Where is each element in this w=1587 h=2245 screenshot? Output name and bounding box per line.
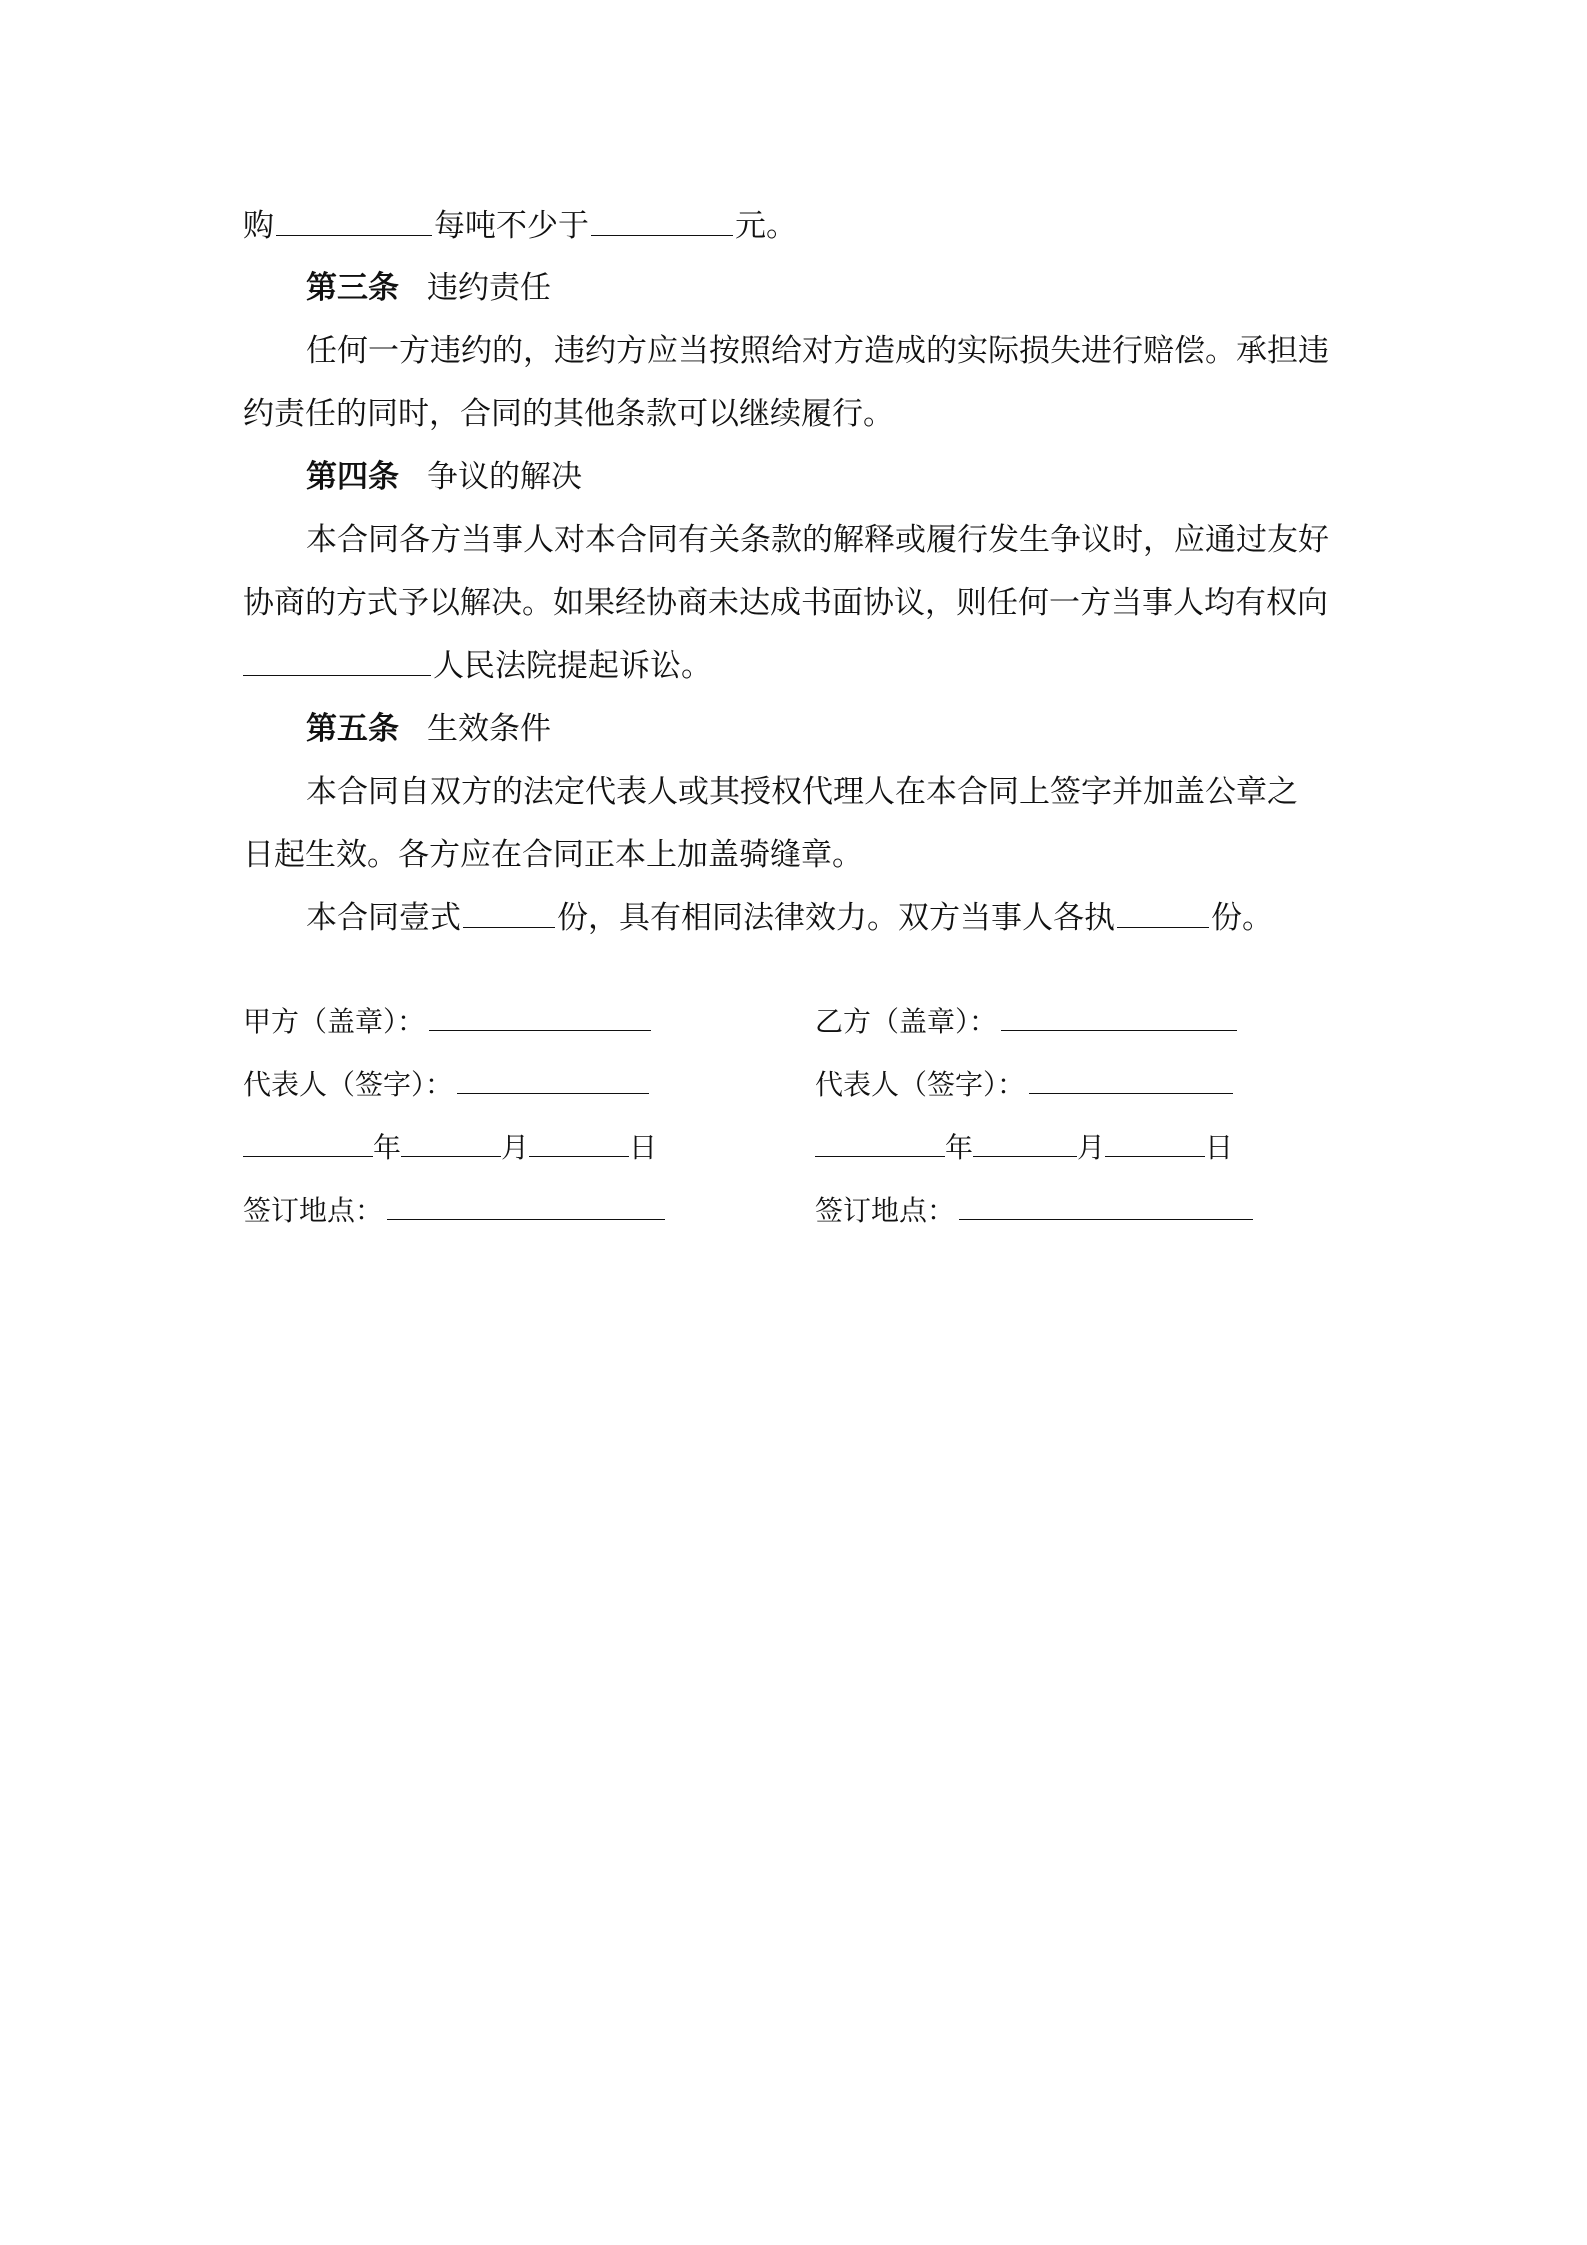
clause3-number: 第三条 <box>306 270 399 306</box>
party-a-seal-label: 甲方（盖章）： <box>243 1005 426 1038</box>
clause4-para-line1: 本合同各方当事人对本合同有关条款的解释或履行发生争议时，应通过友好 <box>306 522 1329 558</box>
clause2-suffix: 元。 <box>735 208 797 244</box>
party-b-date-row <box>815 1128 1233 1168</box>
clause3-title: 违约责任 <box>427 270 551 306</box>
party-b-year-label: 年 <box>945 1131 974 1164</box>
clause2-prefix: 购 <box>243 208 274 244</box>
party-b-place-row <box>815 1191 1253 1231</box>
copies-prefix: 本合同壹式 <box>306 900 461 936</box>
clause5-para-line2: 日起生效。各方应在合同正本上加盖骑缝章。 <box>243 837 863 873</box>
clause4-title: 争议的解决 <box>427 459 582 495</box>
clause5-number: 第五条 <box>306 711 399 747</box>
party-b-place-line <box>959 1191 1253 1220</box>
party-b-rep-row <box>815 1065 1233 1105</box>
party-b-seal-row <box>815 1002 1237 1042</box>
party-b-seal-label: 乙方（盖章）： <box>815 1005 998 1038</box>
party-a-year-blank <box>243 1128 373 1157</box>
clause5-copies-line <box>306 896 1416 940</box>
clause3-para-line1: 任何一方违约的，违约方应当按照给对方造成的实际损失进行赔偿。承担违 <box>306 333 1329 369</box>
court-blank <box>243 645 431 676</box>
party-a-day-blank <box>529 1128 629 1157</box>
party-a-place-label: 签订地点： <box>243 1194 384 1227</box>
copies-suffix: 份。 <box>1211 900 1273 936</box>
party-a-seal-row <box>243 1002 651 1042</box>
party-a-place-line <box>387 1191 665 1220</box>
party-a-rep-row <box>243 1065 649 1105</box>
party-b-day-blank <box>1105 1128 1205 1157</box>
copies-each-blank <box>1117 897 1209 928</box>
price-blank-1 <box>276 205 432 236</box>
party-a-day-label: 日 <box>629 1131 658 1164</box>
party-a-date-row <box>243 1128 657 1168</box>
copies-middle: 份，具有相同法律效力。双方当事人各执 <box>557 900 1115 936</box>
clause2-middle: 每吨不少于 <box>434 208 589 244</box>
clause4-para-line3-suffix: 人民法院提起诉讼。 <box>433 648 712 684</box>
party-a-rep-line <box>457 1065 649 1094</box>
party-a-year-label: 年 <box>373 1131 402 1164</box>
party-a-month-label: 月 <box>501 1131 530 1164</box>
party-a-rep-label: 代表人（签字）： <box>243 1068 454 1101</box>
party-a-place-row <box>243 1191 665 1231</box>
party-b-month-blank <box>973 1128 1077 1157</box>
party-a-seal-line <box>429 1002 651 1031</box>
clause4-heading <box>306 455 1416 499</box>
copies-total-blank <box>463 897 555 928</box>
party-b-place-label: 签订地点： <box>815 1194 956 1227</box>
party-b-rep-label: 代表人（签字）： <box>815 1068 1026 1101</box>
clause3-para-line2: 约责任的同时，合同的其他条款可以继续履行。 <box>243 396 894 432</box>
clause5-title: 生效条件 <box>427 711 551 747</box>
clause5-para-line1: 本合同自双方的法定代表人或其授权代理人在本合同上签字并加盖公章之 <box>306 774 1298 810</box>
clause2-tail-line <box>243 204 1353 248</box>
clause4-para-line3 <box>243 644 1353 688</box>
clause5-heading <box>306 707 1416 751</box>
party-b-seal-line <box>1001 1002 1237 1031</box>
party-b-year-blank <box>815 1128 945 1157</box>
price-blank-2 <box>591 205 733 236</box>
party-b-day-label: 日 <box>1205 1131 1234 1164</box>
clause4-para-line2: 协商的方式予以解决。如果经协商未达成书面协议，则任何一方当事人均有权向 <box>243 585 1328 621</box>
party-b-month-label: 月 <box>1077 1131 1106 1164</box>
party-b-rep-line <box>1029 1065 1233 1094</box>
clause4-number: 第四条 <box>306 459 399 495</box>
party-a-month-blank <box>401 1128 501 1157</box>
clause3-heading <box>306 266 1416 310</box>
